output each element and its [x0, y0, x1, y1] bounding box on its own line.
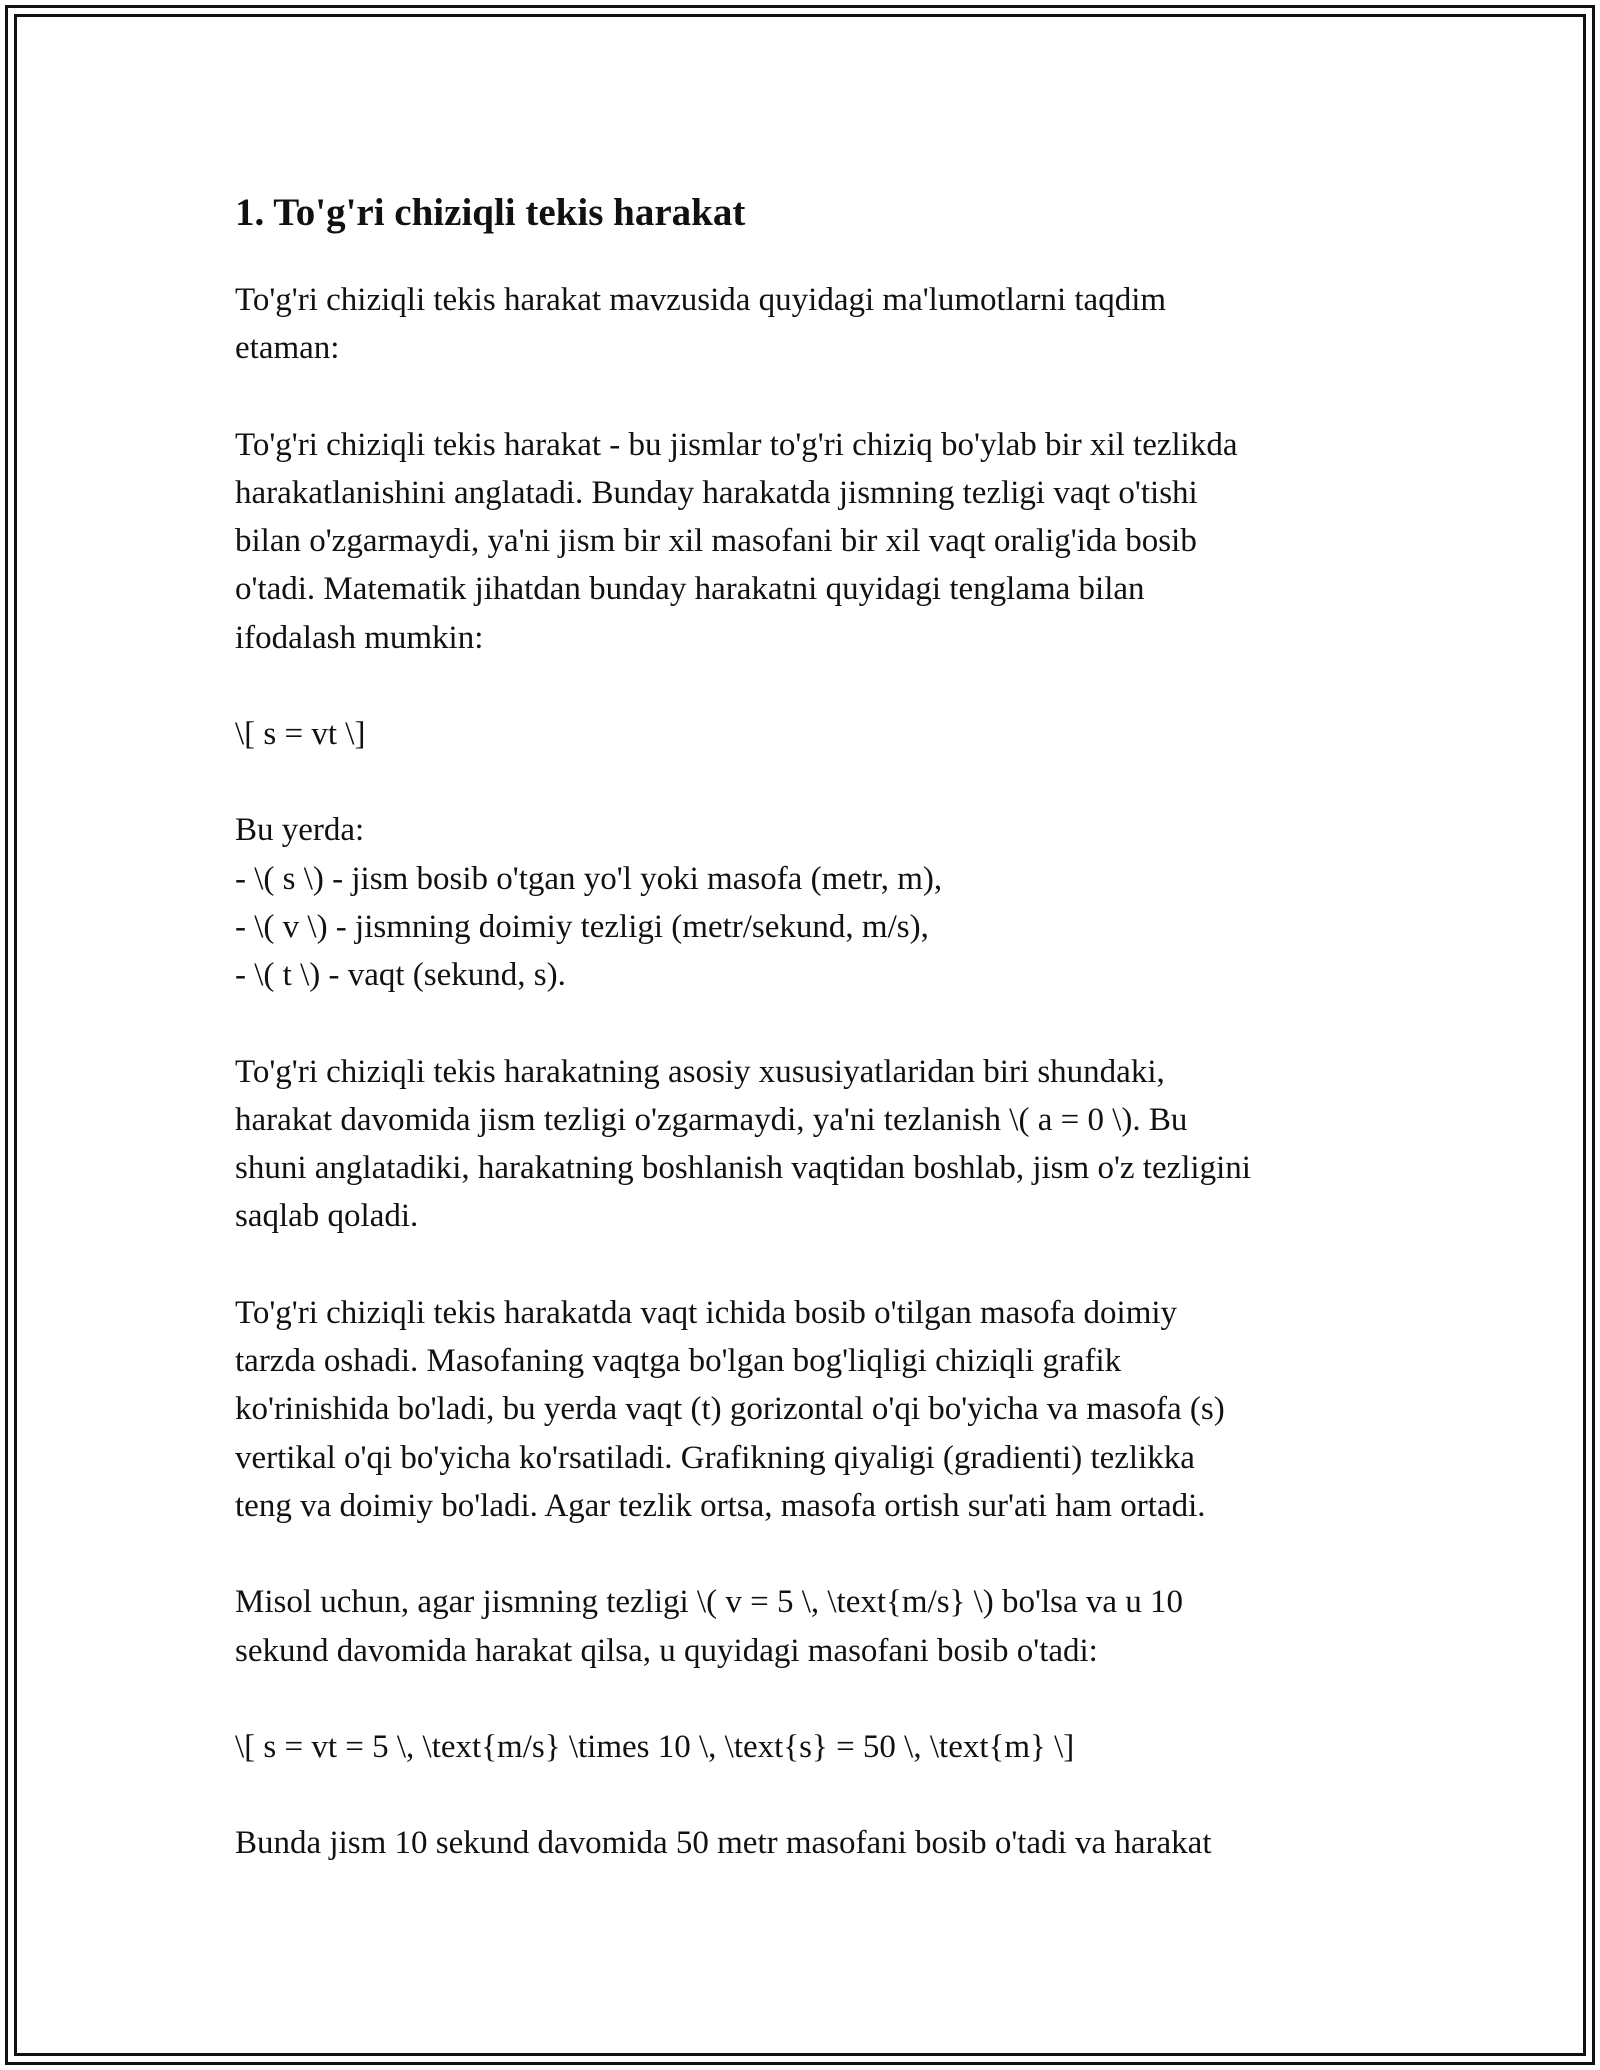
properties-paragraph	[235, 1048, 1375, 1241]
text-line: harakatlanishini anglatadi. Bunday harakatda jismning tezligi vaqt o'tishi	[235, 474, 1198, 511]
text-line: ifodalash mumkin:	[235, 619, 484, 656]
section-heading: 1. To'g'ri chiziqli tekis harakat	[235, 191, 746, 234]
text-line: Misol uchun, agar jismning tezligi \( v = 5 \, \text{m/s} \) bo'lsa va u 10	[235, 1584, 1184, 1621]
text-line: bilan o'zgarmaydi, ya'ni jism bir xil masofani bir xil vaqt oralig'ida bosib	[235, 523, 1197, 560]
text-line: To'g'ri chiziqli tekis harakat - bu jismlar to'g'ri chiziq bo'ylab bir xil tezlikda	[235, 426, 1238, 463]
list-item: - \( s \) - jism bosib o'tgan yo'l yoki masofa (metr, m),	[235, 860, 943, 897]
example-paragraph	[235, 1578, 1375, 1675]
graph-paragraph	[235, 1289, 1375, 1530]
text-line: To'g'ri chiziqli tekis harakatda vaqt ichida bosib o'tilgan masofa doimiy	[235, 1294, 1178, 1331]
formula-line: \[ s = vt = 5 \, \text{m/s} \times 10 \, \text{s} = 50 \, \text{m} \]	[235, 1728, 1075, 1765]
variables-list	[235, 806, 1375, 999]
text-line: To'g'ri chiziqli tekis harakatning asosiy xususiyatlaridan biri shundaki,	[235, 1053, 1165, 1090]
conclusion-paragraph	[235, 1819, 1375, 1867]
text-line: ko'rinishida bo'ladi, bu yerda vaqt (t) gorizontal o'qi bo'yicha va masofa (s)	[235, 1391, 1225, 1428]
formula-line: \[ s = vt \]	[235, 716, 366, 753]
text-line: teng va doimiy bo'ladi. Agar tezlik ortsa, masofa ortish sur'ati ham ortadi.	[235, 1487, 1206, 1524]
text-line: shuni anglatadiki, harakatning boshlanish vaqtidan boshlab, jism o'z tezligini	[235, 1150, 1251, 1187]
text-line: sekund davomida harakat qilsa, u quyidagi masofani bosib o'tadi:	[235, 1632, 1098, 1669]
list-item: - \( t \) - vaqt (sekund, s).	[235, 957, 566, 994]
text-line: Bunda jism 10 sekund davomida 50 metr masofani bosib o'tadi va harakat	[235, 1825, 1212, 1862]
definition-paragraph	[235, 421, 1375, 662]
text-line: saqlab qoladi.	[235, 1198, 419, 1235]
text-line: o'tadi. Matematik jihatdan bunday harakatni quyidagi tenglama bilan	[235, 571, 1145, 608]
text-line: vertikal o'qi bo'yicha ko'rsatiladi. Grafikning qiyaligi (gradienti) tezlikka	[235, 1439, 1195, 1476]
text-line: etaman:	[235, 330, 340, 367]
formula-paragraph	[235, 710, 1375, 758]
list-intro: Bu yerda:	[235, 812, 365, 849]
list-item: - \( v \) - jismning doimiy tezligi (metr/sekund, m/s),	[235, 908, 929, 945]
intro-paragraph	[235, 276, 1375, 373]
text-line: To'g'ri chiziqli tekis harakat mavzusida quyidagi ma'lumotlarni taqdim	[235, 282, 1167, 318]
text-line: harakat davomida jism tezligi o'zgarmaydi, ya'ni tezlanish \( a = 0 \). Bu	[235, 1101, 1188, 1138]
example-formula-paragraph	[235, 1723, 1375, 1771]
document-body	[235, 186, 1375, 1915]
text-line: tarzda oshadi. Masofaning vaqtga bo'lgan bog'liqligi chiziqli grafik	[235, 1343, 1122, 1380]
